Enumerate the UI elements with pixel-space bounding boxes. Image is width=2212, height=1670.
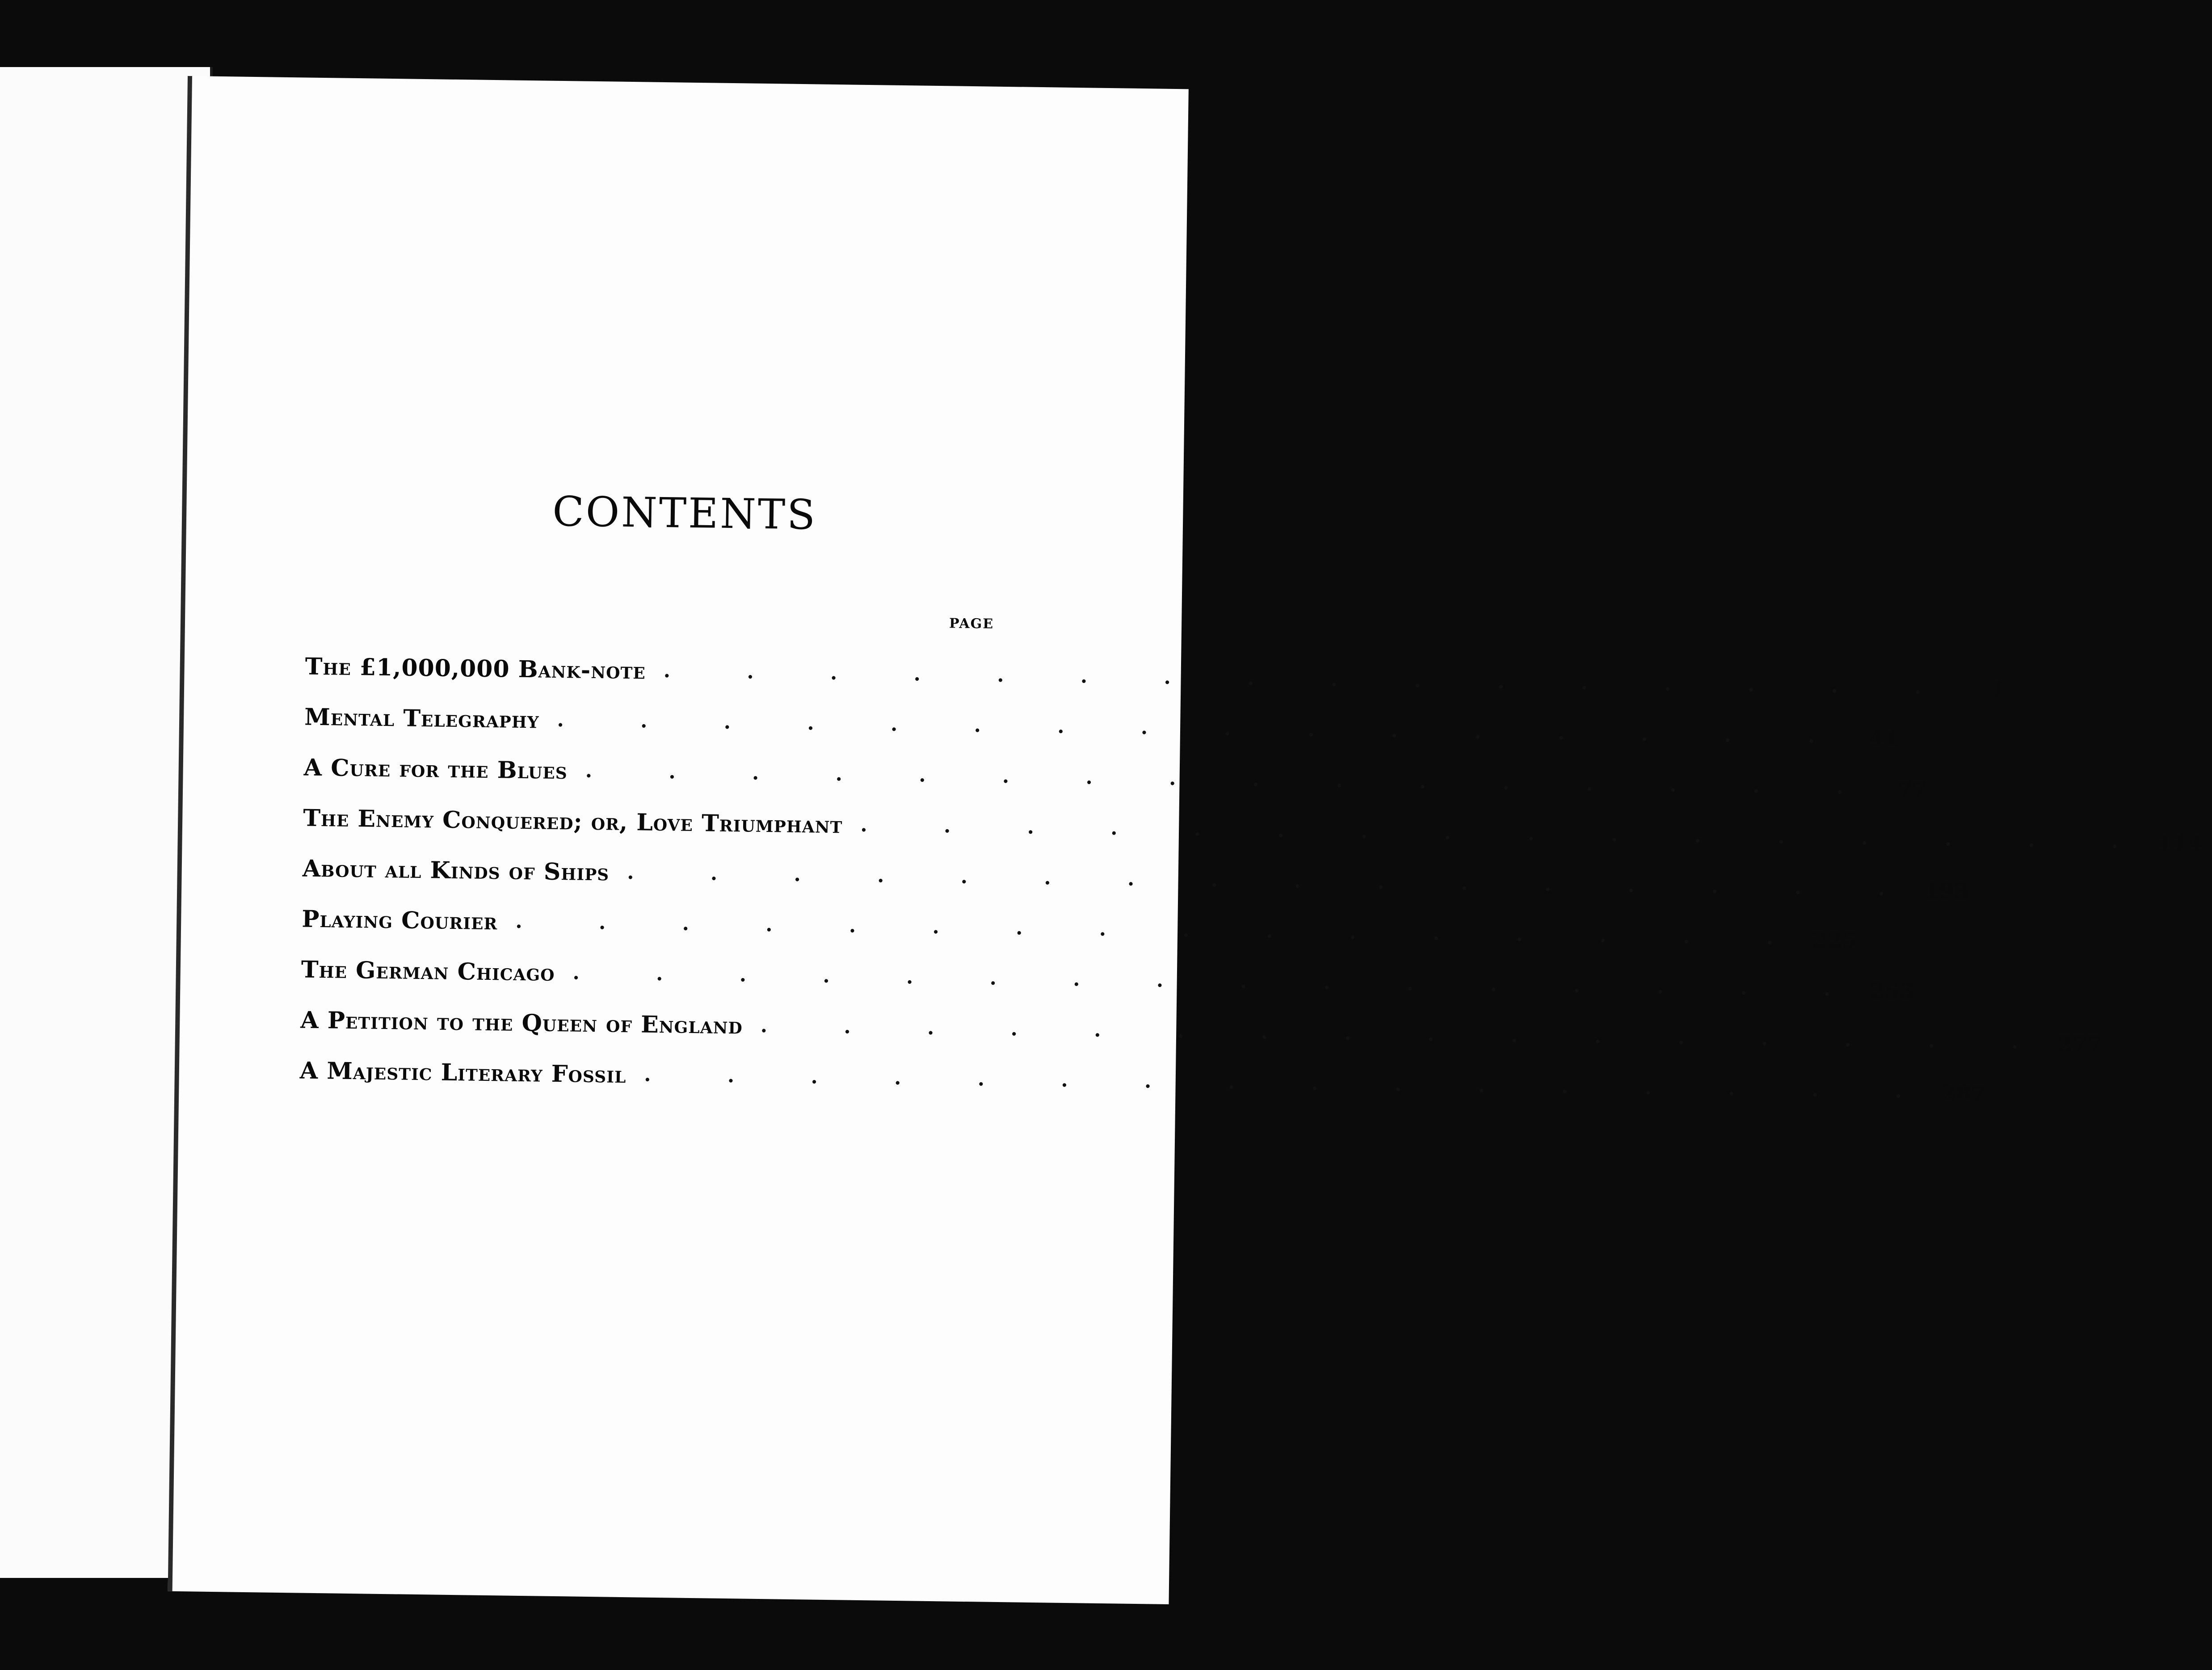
dot-leader: . . . . . . . . . . . . . . . .	[515, 910, 1808, 950]
dot-leader: . . . . . . . . . . . . . . . .	[860, 813, 2153, 853]
page-column-label: PAGE	[949, 616, 994, 632]
dot-leader: . . . . . . . . . . . . . . . .	[644, 1063, 1937, 1103]
toc-entry-title: Playing Courier	[301, 905, 498, 936]
dot-leader: . . . . . . . . . . . . . . . .	[585, 759, 1878, 799]
toc-entry-title: The German Chicago	[301, 956, 555, 987]
contents-page	[168, 76, 2203, 1604]
toc-entry-title: About all Kinds of Ships	[302, 855, 610, 886]
toc-entry	[305, 630, 2006, 703]
toc-entry	[304, 680, 1899, 752]
toc-entry	[301, 882, 1858, 953]
toc-entry-page: 77	[1897, 777, 1927, 803]
dot-leader: . . . . . . . . . . . . . . . .	[627, 861, 1920, 901]
contents-heading: CONTENTS	[552, 487, 817, 539]
toc-entry-page: 193	[1924, 878, 1969, 904]
toc-entry-title: A Petition to the Queen of England	[300, 1006, 743, 1040]
dot-leader: . . . . . . . . . . . . . . . .	[663, 659, 1956, 699]
toc-entry	[299, 1033, 1986, 1106]
dot-leader: . . . . . . . . . . . . . . . .	[572, 961, 1866, 1001]
toc-entry	[302, 832, 1969, 904]
toc-entry-title: The Enemy Conquered; or, Love Triumphant	[303, 804, 843, 839]
toc-entry-title: Mental Telegraphy	[304, 703, 539, 734]
toc-entry-page: 253	[1869, 978, 1915, 1004]
toc-entry-page: 114	[2157, 831, 2203, 857]
toc-entry-page: 1	[1990, 677, 2006, 703]
toc-entry-title: A Cure for the Blues	[303, 754, 568, 785]
toc-entry-title: The £1,000,000 Bank-note	[305, 653, 646, 685]
toc-entry-page: 287	[1941, 1080, 1986, 1106]
dot-leader: . . . . . . . . . . . . . . . .	[760, 1014, 2053, 1054]
toc-entry-page: 41	[1868, 726, 1899, 752]
toc-entry-page: 225	[1812, 927, 1858, 953]
table-of-contents	[299, 630, 2203, 1106]
toc-entry-page: 277	[2057, 1031, 2103, 1058]
dot-leader: . . . . . . . . . . . . . . . .	[557, 708, 1850, 748]
toc-entry-title: A Majestic Literary Fossil	[299, 1057, 627, 1089]
